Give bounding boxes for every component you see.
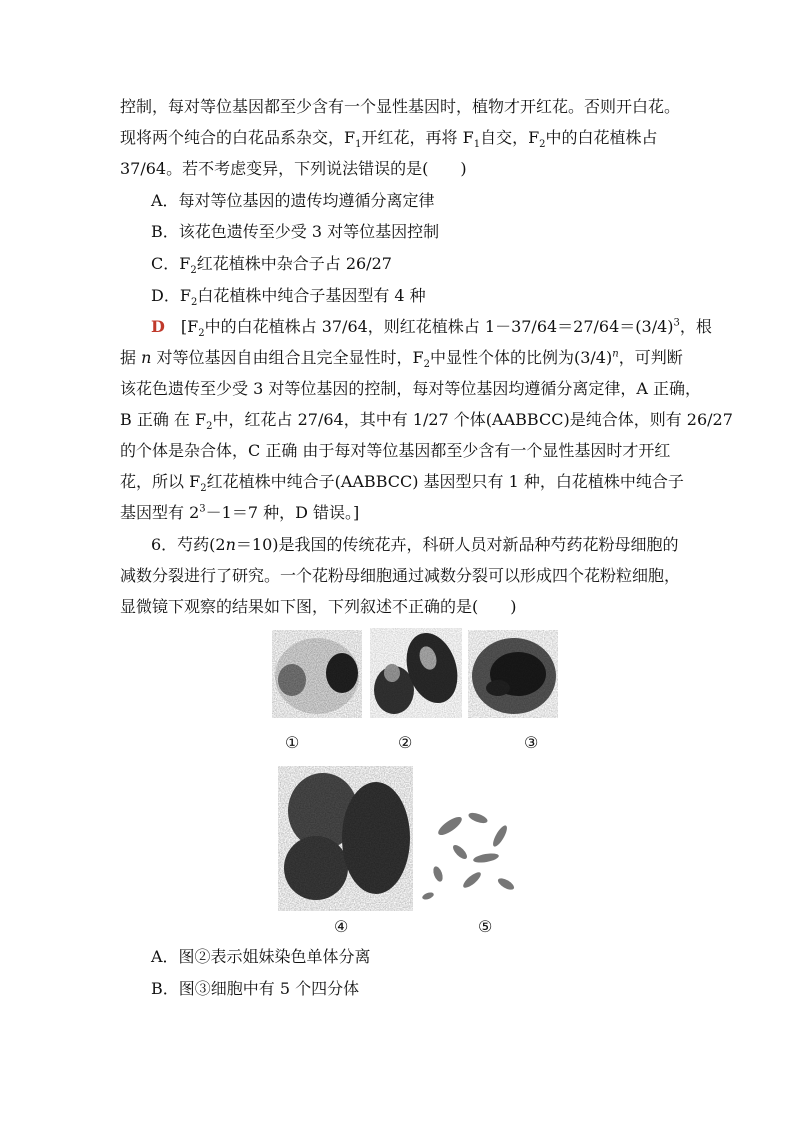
- q6-option-b: B．图③细胞中有 5 个四分体: [151, 979, 360, 998]
- micrograph-4: [278, 766, 413, 911]
- q5-explanation-line-6: 花，所以 $F_2$红花植株中纯合子(AABBCC) 基因型只有 1 种，白花植株中纯合子: [120, 472, 684, 495]
- q5-explanation-line-4: B 正确 在 $F_2$中，红花占 27/64，其中有 1/27 个体(AABBCC)是纯合体，则有 26/27: [120, 410, 733, 433]
- q6-stem-line-1: 6．芍药(2n＝10)是我国的传统花卉，科研人员对新品种芍药花粉母细胞的: [151, 535, 679, 554]
- q6-stem-line-3: 显微镜下观察的结果如下图，下列叙述不正确的是( ): [120, 597, 517, 616]
- q5-explanation-line-7: 基因型有 $2^3-1=7$ 种，D 错误。]: [120, 503, 360, 522]
- q5-explanation-line-5: 的个体是杂合体，C 正确 由于每对等位基因都至少含有一个显性基因时才开红: [120, 441, 671, 460]
- q5-explanation-line-2: 据 n 对等位基因自由组合且完全显性时，$F_2$中显性个体的比例为$(3/4)^n$，可判断: [120, 348, 683, 371]
- answer-letter: D: [151, 317, 165, 336]
- q5-explanation-line-3: 该花色遗传至少受 3 对等位基因的控制，每对等位基因均遵循分离定律，A 正确，: [120, 379, 701, 398]
- figure-label-4: ④: [334, 917, 349, 936]
- q5-explanation-line-1: D [$F_2$中的白花植株占 37/64，则红花植株占 $1-37/64=27/64=(3/4)^3$，根: [151, 317, 712, 340]
- figure-label-5: ⑤: [478, 917, 493, 936]
- q5-option-d: D．$F_2$白花植株中纯合子基因型有 4 种: [151, 286, 426, 309]
- figure-label-2: ②: [398, 733, 413, 752]
- q5-stem-line-2: 现将两个纯合的白花品系杂交，$F_1$开红花，再将 $F_1$自交，$F_2$中的白花植株占: [120, 128, 658, 151]
- figure-label-3: ③: [524, 733, 539, 752]
- q5-option-a: A．每对等位基因的遗传均遵循分离定律: [151, 191, 435, 210]
- q5-option-c: C．$F_2$红花植株中杂合子占 26/27: [151, 254, 392, 277]
- figure-label-1: ①: [285, 733, 300, 752]
- micrograph-1: [272, 628, 362, 718]
- q5-stem-line-3: 37/64。若不考虑变异，下列说法错误的是( ): [120, 159, 467, 178]
- micrograph-5: [420, 796, 532, 908]
- micrograph-2: [370, 628, 462, 718]
- q6-option-a: A．图②表示姐妹染色单体分离: [151, 947, 371, 966]
- q5-option-b: B．该花色遗传至少受 3 对等位基因控制: [151, 222, 440, 241]
- q5-stem-line-1: 控制，每对等位基因都至少含有一个显性基因时，植物才开红花。否则开白花。: [120, 97, 681, 116]
- q6-stem-line-2: 减数分裂进行了研究。一个花粉母细胞通过减数分裂可以形成四个花粉粒细胞，: [120, 566, 681, 585]
- micrograph-3: [468, 628, 558, 718]
